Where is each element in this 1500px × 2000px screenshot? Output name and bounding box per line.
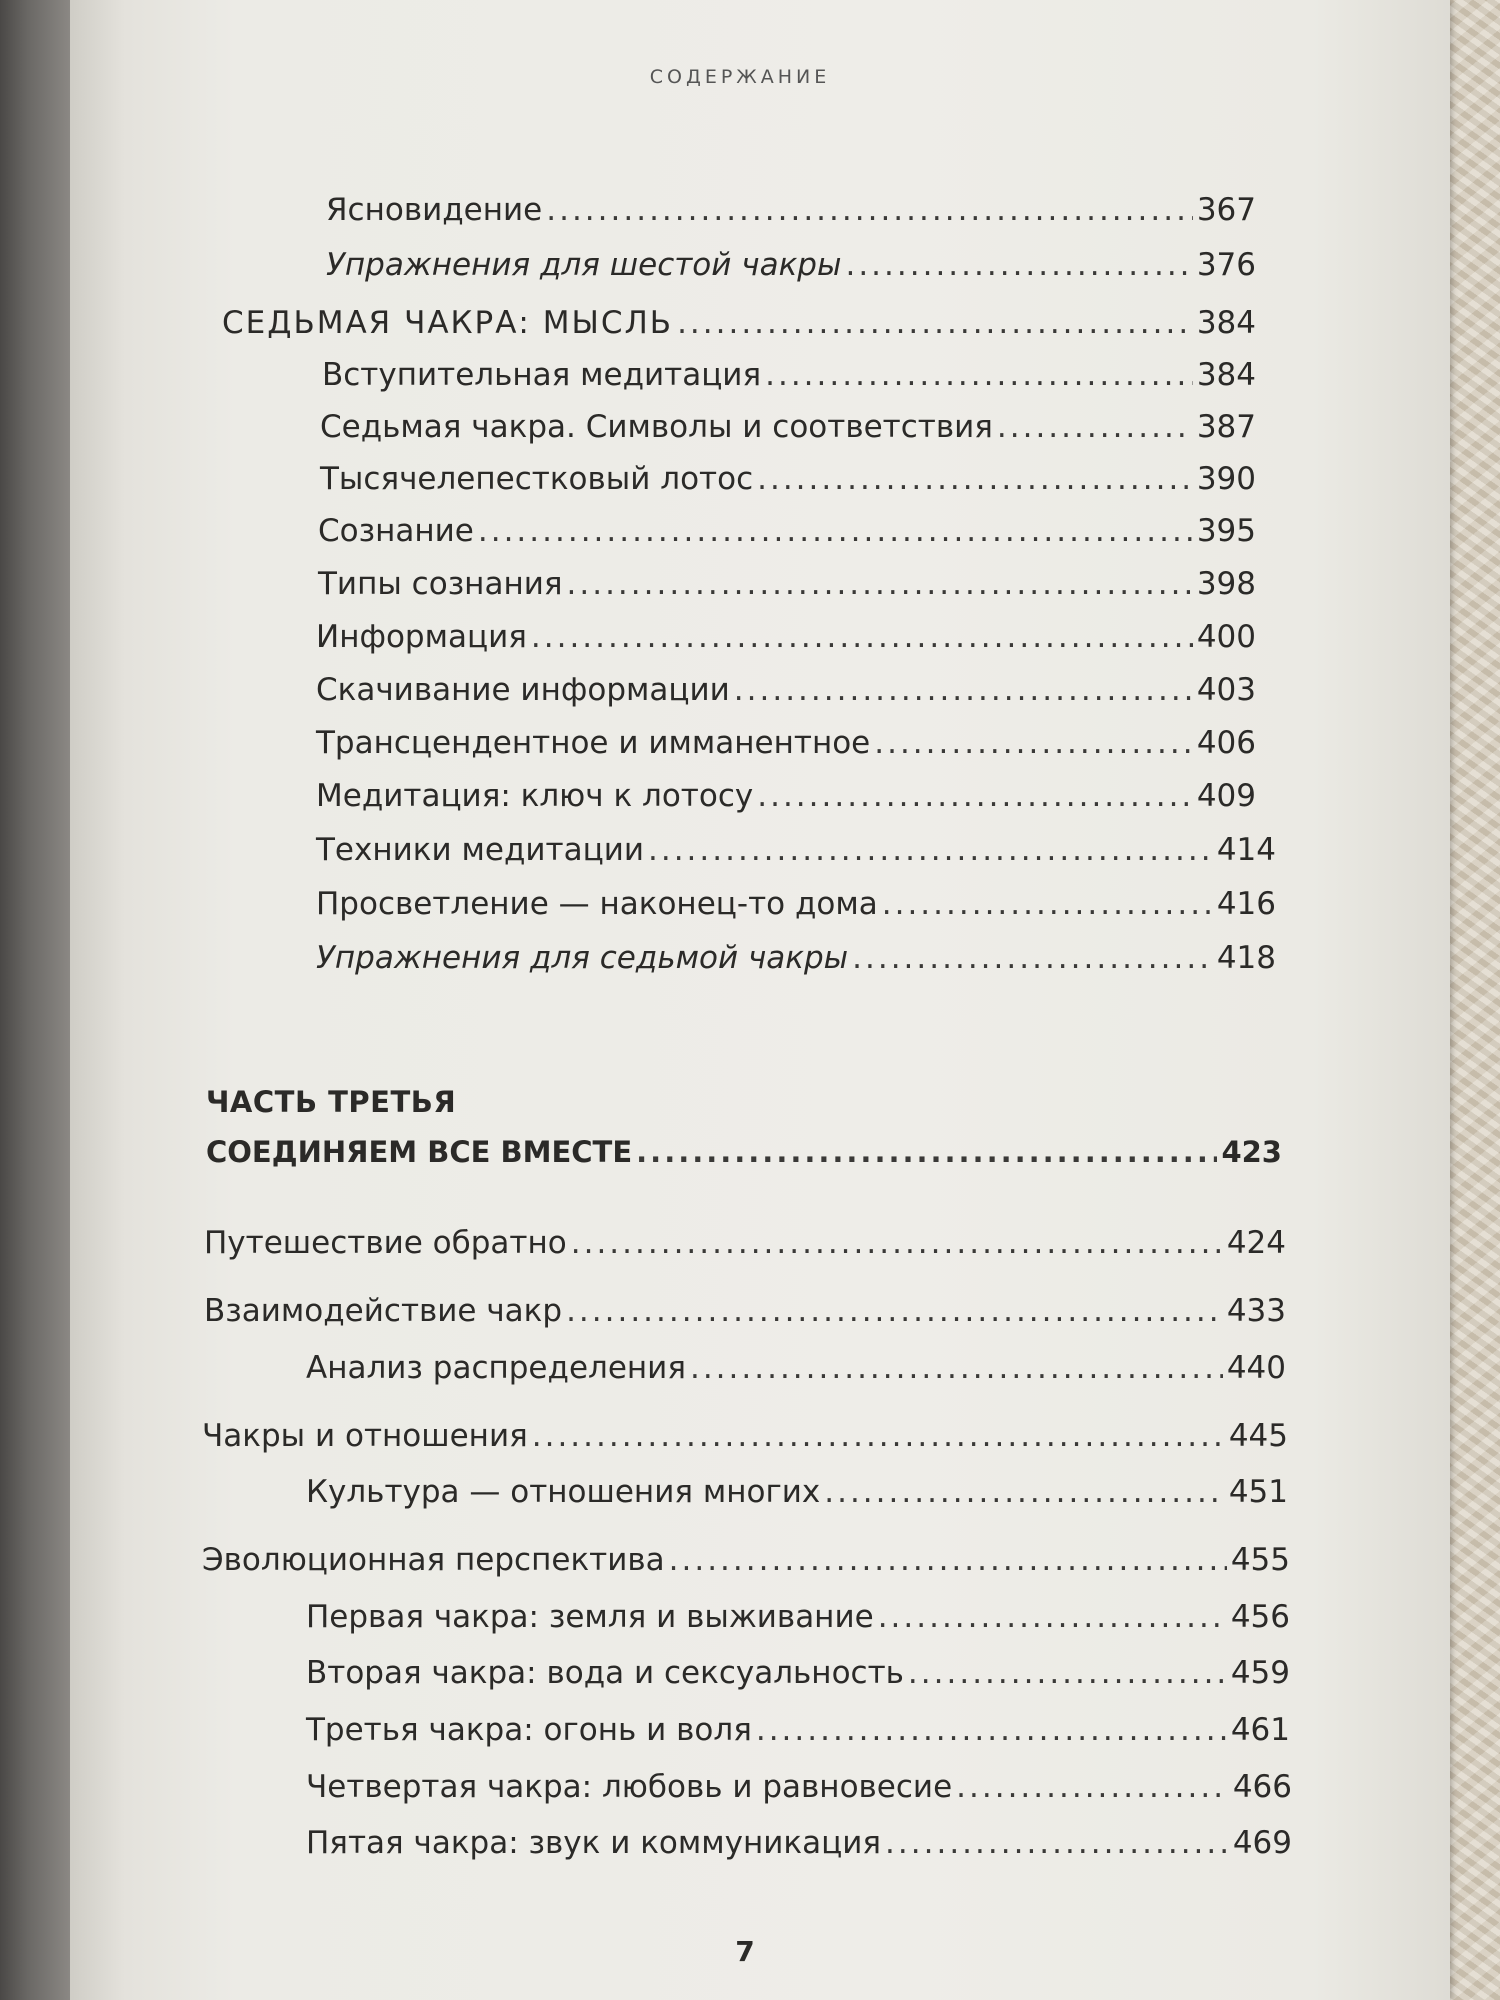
toc-entry	[318, 566, 1256, 602]
running-head: СОДЕРЖАНИЕ	[649, 66, 831, 88]
toc-entry	[204, 1293, 1286, 1329]
toc-entry	[306, 1350, 1286, 1386]
toc-entry	[316, 619, 1256, 655]
toc-entry-title: Упражнения для седьмой чакры	[316, 940, 849, 976]
toc-entry-page: 384	[1196, 357, 1256, 393]
toc-entry-title: Чакры и отношения	[202, 1418, 528, 1454]
toc-entry-page: 455	[1230, 1542, 1290, 1578]
toc-entry-page: 469	[1232, 1825, 1292, 1861]
toc-entry-page: 376	[1196, 247, 1256, 283]
leader-dots	[885, 1825, 1229, 1861]
toc-entry-title: Тысячелепестковый лотос	[320, 461, 754, 497]
toc-entry	[306, 1712, 1290, 1748]
toc-entry-title: Эволюционная перспектива	[202, 1542, 665, 1578]
toc-entry	[202, 1542, 1290, 1578]
toc-entry-title: Просветление — наконец-то дома	[316, 886, 878, 922]
toc-entry-page: 390	[1196, 461, 1256, 497]
toc-entry	[320, 409, 1256, 445]
toc-entry	[316, 725, 1256, 761]
toc-entry-title: Пятая чакра: звук и коммуникация	[306, 1825, 882, 1861]
toc-entry-page: 423	[1221, 1135, 1282, 1169]
toc-entry	[316, 778, 1256, 814]
toc-entry-page: 367	[1196, 192, 1256, 228]
toc-entry-page: 456	[1230, 1599, 1290, 1635]
leader-dots	[765, 357, 1193, 393]
leader-dots	[690, 1350, 1223, 1386]
part-heading: ЧАСТЬ ТРЕТЬЯ	[206, 1085, 457, 1119]
toc-entry-title: Путешествие обратно	[204, 1225, 567, 1261]
leader-dots	[824, 1474, 1225, 1510]
toc-entry-page: 403	[1196, 672, 1256, 708]
toc-entry-title: Трансцендентное и имманентное	[316, 725, 871, 761]
leader-dots	[636, 1135, 1217, 1169]
toc-entry-page: 440	[1226, 1350, 1286, 1386]
leader-dots	[648, 832, 1213, 868]
leader-dots	[677, 305, 1193, 341]
leader-dots	[757, 461, 1193, 497]
toc-entry-page: 416	[1216, 886, 1276, 922]
toc-entry-title: Типы сознания	[318, 566, 563, 602]
leader-dots	[546, 192, 1193, 228]
toc-entry-title: Культура — отношения многих	[306, 1474, 821, 1510]
toc-entry-page: 445	[1228, 1418, 1288, 1454]
leader-dots	[571, 1225, 1223, 1261]
page-number: 7	[735, 1935, 755, 1968]
toc-entry	[306, 1474, 1288, 1510]
leader-dots	[757, 778, 1193, 814]
leader-dots	[908, 1655, 1227, 1691]
toc-entry-page: 406	[1196, 725, 1256, 761]
toc-entry-title: Медитация: ключ к лотосу	[316, 778, 754, 814]
toc-chapter	[222, 305, 1256, 341]
toc-entry-page: 409	[1196, 778, 1256, 814]
toc-entry-title: СОЕДИНЯЕМ ВСЕ ВМЕСТЕ	[206, 1135, 633, 1169]
toc-entry-page: 400	[1196, 619, 1256, 655]
toc-entry-page: 398	[1196, 566, 1256, 602]
leader-dots	[734, 672, 1193, 708]
toc-entry-title: Вторая чакра: вода и сексуальность	[306, 1655, 904, 1691]
toc-entry-page: 418	[1216, 940, 1276, 976]
toc-entry-title: Упражнения для шестой чакры	[326, 247, 842, 283]
toc-entry-title: Вступительная медитация	[322, 357, 762, 393]
toc-entry-title: Скачивание информации	[316, 672, 730, 708]
toc-entry	[316, 832, 1276, 868]
toc-entry-page: 461	[1230, 1712, 1290, 1748]
toc-entry	[316, 886, 1276, 922]
toc-entry-title: СЕДЬМАЯ ЧАКРА: МЫСЛЬ	[222, 305, 674, 341]
leader-dots	[756, 1712, 1227, 1748]
toc-entry	[322, 357, 1256, 393]
toc-entry-page: 395	[1196, 513, 1256, 549]
toc-entry	[204, 1225, 1286, 1261]
toc-entry-title: Анализ распределения	[306, 1350, 686, 1386]
leader-dots	[567, 566, 1193, 602]
leader-dots	[956, 1769, 1229, 1805]
toc-entry-title: Третья чакра: огонь и воля	[306, 1712, 752, 1748]
leader-dots	[531, 619, 1193, 655]
toc-entry-title: Четвертая чакра: любовь и равновесие	[306, 1769, 953, 1805]
toc-entry-title: Первая чакра: земля и выживание	[306, 1599, 874, 1635]
toc-part	[206, 1135, 1282, 1169]
toc-entry	[306, 1769, 1292, 1805]
toc-entry	[202, 1418, 1288, 1454]
toc-entry-page: 466	[1232, 1769, 1292, 1805]
leader-dots	[566, 1293, 1223, 1329]
toc-entry	[306, 1655, 1290, 1691]
toc-entry	[306, 1599, 1290, 1635]
toc-entry	[316, 940, 1276, 976]
toc-entry	[316, 672, 1256, 708]
toc-entry	[326, 247, 1256, 283]
leader-dots	[878, 1599, 1227, 1635]
toc-entry	[306, 1825, 1292, 1861]
toc-entry	[318, 513, 1256, 549]
leader-dots	[532, 1418, 1225, 1454]
leader-dots	[478, 513, 1193, 549]
toc-entry-title: Сознание	[318, 513, 474, 549]
leader-dots	[669, 1542, 1227, 1578]
leader-dots	[845, 247, 1192, 283]
toc-entry-title: Взаимодействие чакр	[204, 1293, 563, 1329]
toc-entry-title: Седьмая чакра. Символы и соответствия	[320, 409, 993, 445]
toc-entry-title: Техники медитации	[316, 832, 644, 868]
toc-entry-title: Информация	[316, 619, 527, 655]
toc-entry-page: 459	[1230, 1655, 1290, 1691]
toc-entry-page: 451	[1228, 1474, 1288, 1510]
leader-dots	[874, 725, 1193, 761]
toc-entry	[320, 461, 1256, 497]
toc-entry-page: 387	[1196, 409, 1256, 445]
leader-dots	[852, 940, 1213, 976]
toc-entry	[326, 192, 1256, 228]
toc-entry-page: 414	[1216, 832, 1276, 868]
toc-entry-title: Ясновидение	[326, 192, 543, 228]
leader-dots	[997, 409, 1193, 445]
toc-entry-page: 424	[1226, 1225, 1286, 1261]
toc-entry-page: 433	[1226, 1293, 1286, 1329]
leader-dots	[882, 886, 1213, 922]
toc-entry-page: 384	[1196, 305, 1256, 341]
